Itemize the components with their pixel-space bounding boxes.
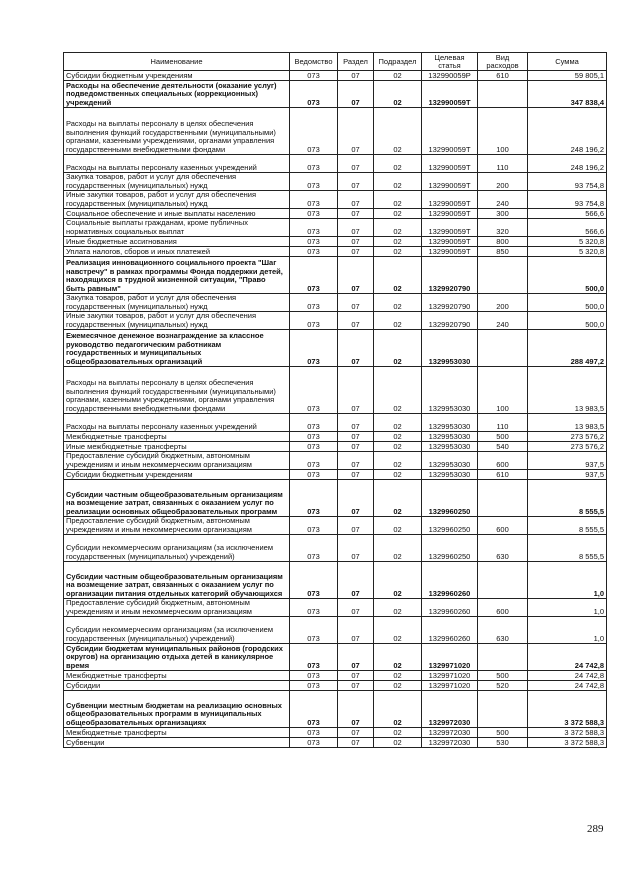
- cell-ved: 073: [290, 644, 338, 671]
- cell-expense-type: 600: [478, 599, 528, 617]
- cell-ved: 073: [290, 562, 338, 599]
- cell-sum: 288 497,2: [528, 330, 607, 367]
- cell-expense-type: 800: [478, 237, 528, 247]
- cell-ved: 073: [290, 247, 338, 257]
- cell-sum: 3 372 588,3: [528, 728, 607, 738]
- page-number: 289: [587, 823, 604, 835]
- cell-razdel: 07: [338, 312, 374, 330]
- cell-target-article: 1329953030: [422, 330, 478, 367]
- cell-podrazdel: 02: [374, 728, 422, 738]
- cell-name: Межбюджетные трансферты: [64, 432, 290, 442]
- cell-expense-type: 610: [478, 470, 528, 480]
- cell-sum: 3 372 588,3: [528, 691, 607, 728]
- cell-name: Субсидии бюджетным учреждениям: [64, 470, 290, 480]
- cell-razdel: 07: [338, 517, 374, 535]
- cell-podrazdel: 02: [374, 294, 422, 312]
- cell-podrazdel: 02: [374, 480, 422, 517]
- cell-sum: 24 742,8: [528, 681, 607, 691]
- cell-podrazdel: 02: [374, 517, 422, 535]
- cell-sum: 13 983,5: [528, 414, 607, 432]
- cell-name: Расходы на выплаты персоналу казенных учреждений: [64, 155, 290, 173]
- cell-razdel: 07: [338, 155, 374, 173]
- cell-expense-type: 200: [478, 173, 528, 191]
- cell-expense-type: 110: [478, 155, 528, 173]
- cell-razdel: 07: [338, 191, 374, 209]
- table-row: [64, 155, 607, 173]
- cell-podrazdel: 02: [374, 562, 422, 599]
- cell-target-article: 1329953030: [422, 367, 478, 414]
- cell-target-article: 1329971020: [422, 681, 478, 691]
- cell-name: Расходы на выплаты персоналу казенных учреждений: [64, 414, 290, 432]
- cell-target-article: 1329953030: [422, 432, 478, 442]
- cell-target-article: 1329953030: [422, 470, 478, 480]
- cell-podrazdel: 02: [374, 414, 422, 432]
- table-row: [64, 219, 607, 237]
- cell-sum: 59 805,1: [528, 71, 607, 81]
- table-row: [64, 617, 607, 644]
- cell-target-article: 1329960250: [422, 535, 478, 562]
- cell-name: Иные межбюджетные трансферты: [64, 442, 290, 452]
- header-podrazdel: Подраздел: [374, 53, 422, 71]
- cell-ved: 073: [290, 728, 338, 738]
- header-target-article: Целевая статья: [422, 53, 478, 71]
- cell-target-article: 132990059Т: [422, 237, 478, 247]
- cell-sum: 566,6: [528, 219, 607, 237]
- cell-target-article: 132990059Т: [422, 81, 478, 108]
- cell-razdel: 07: [338, 681, 374, 691]
- cell-target-article: 1329953030: [422, 442, 478, 452]
- cell-target-article: 132990059Т: [422, 191, 478, 209]
- cell-podrazdel: 02: [374, 247, 422, 257]
- cell-razdel: 07: [338, 330, 374, 367]
- cell-sum: 248 196,2: [528, 108, 607, 155]
- cell-target-article: 1329960250: [422, 480, 478, 517]
- header-ved: Ведомство: [290, 53, 338, 71]
- cell-ved: 073: [290, 617, 338, 644]
- cell-razdel: 07: [338, 738, 374, 748]
- cell-target-article: 1329953030: [422, 452, 478, 470]
- cell-ved: 073: [290, 671, 338, 681]
- cell-target-article: 1329971020: [422, 644, 478, 671]
- cell-sum: 8 555,5: [528, 480, 607, 517]
- cell-target-article: 1329972030: [422, 691, 478, 728]
- cell-podrazdel: 02: [374, 71, 422, 81]
- cell-podrazdel: 02: [374, 599, 422, 617]
- cell-podrazdel: 02: [374, 681, 422, 691]
- cell-ved: 073: [290, 219, 338, 237]
- cell-name: Межбюджетные трансферты: [64, 671, 290, 681]
- cell-podrazdel: 02: [374, 671, 422, 681]
- cell-sum: 13 983,5: [528, 367, 607, 414]
- cell-expense-type: 520: [478, 681, 528, 691]
- cell-sum: 566,6: [528, 209, 607, 219]
- cell-name: Субсидии: [64, 681, 290, 691]
- cell-ved: 073: [290, 330, 338, 367]
- cell-razdel: 07: [338, 691, 374, 728]
- table-row: [64, 738, 607, 748]
- cell-target-article: 132990059Р: [422, 71, 478, 81]
- cell-podrazdel: 02: [374, 691, 422, 728]
- cell-expense-type: 200: [478, 294, 528, 312]
- cell-target-article: 1329953030: [422, 414, 478, 432]
- cell-sum: 8 555,5: [528, 517, 607, 535]
- cell-ved: 073: [290, 442, 338, 452]
- cell-ved: 073: [290, 599, 338, 617]
- cell-name: Предоставление субсидий бюджетным, автономным учреждениям и иным некоммерческим организациям: [64, 517, 290, 535]
- cell-name: Субвенции: [64, 738, 290, 748]
- cell-sum: 93 754,8: [528, 191, 607, 209]
- table-row: [64, 562, 607, 599]
- cell-podrazdel: 02: [374, 219, 422, 237]
- cell-name: Расходы на выплаты персоналу в целях обеспечения выполнения функций государственными (муниципальными) органами, казенными учреждениями, органами управления государственными внебюджетными фондами: [64, 108, 290, 155]
- cell-razdel: 07: [338, 470, 374, 480]
- cell-podrazdel: 02: [374, 535, 422, 562]
- cell-sum: 273 576,2: [528, 442, 607, 452]
- cell-target-article: 132990059Т: [422, 108, 478, 155]
- header-razdel: Раздел: [338, 53, 374, 71]
- cell-razdel: 07: [338, 173, 374, 191]
- table-body: [64, 71, 607, 748]
- cell-name: Расходы на обеспечение деятельности (оказание услуг) подведомственных специальных (коррекционных) учреждений: [64, 81, 290, 108]
- cell-sum: 5 320,8: [528, 247, 607, 257]
- cell-sum: 273 576,2: [528, 432, 607, 442]
- cell-ved: 073: [290, 191, 338, 209]
- cell-podrazdel: 02: [374, 617, 422, 644]
- cell-razdel: 07: [338, 452, 374, 470]
- cell-razdel: 07: [338, 480, 374, 517]
- cell-ved: 073: [290, 81, 338, 108]
- cell-expense-type: 530: [478, 738, 528, 748]
- cell-sum: 248 196,2: [528, 155, 607, 173]
- cell-razdel: 07: [338, 562, 374, 599]
- cell-podrazdel: 02: [374, 738, 422, 748]
- table-row: [64, 247, 607, 257]
- cell-podrazdel: 02: [374, 312, 422, 330]
- cell-target-article: 1329972030: [422, 738, 478, 748]
- cell-podrazdel: 02: [374, 644, 422, 671]
- cell-expense-type: 100: [478, 367, 528, 414]
- cell-sum: 500,0: [528, 312, 607, 330]
- cell-razdel: 07: [338, 442, 374, 452]
- cell-razdel: 07: [338, 599, 374, 617]
- table-row: [64, 312, 607, 330]
- cell-ved: 073: [290, 432, 338, 442]
- table-row: [64, 173, 607, 191]
- cell-expense-type: 500: [478, 671, 528, 681]
- cell-target-article: 132990059Т: [422, 155, 478, 173]
- table-row: [64, 330, 607, 367]
- cell-expense-type: [478, 644, 528, 671]
- cell-name: Социальное обеспечение и иные выплаты населению: [64, 209, 290, 219]
- cell-podrazdel: 02: [374, 452, 422, 470]
- cell-ved: 073: [290, 108, 338, 155]
- table-row: [64, 599, 607, 617]
- cell-razdel: 07: [338, 367, 374, 414]
- cell-podrazdel: 02: [374, 330, 422, 367]
- cell-expense-type: 630: [478, 535, 528, 562]
- cell-target-article: 1329920790: [422, 294, 478, 312]
- cell-target-article: 1329971020: [422, 671, 478, 681]
- cell-expense-type: [478, 480, 528, 517]
- table-row: [64, 209, 607, 219]
- cell-expense-type: 240: [478, 312, 528, 330]
- cell-podrazdel: 02: [374, 470, 422, 480]
- cell-podrazdel: 02: [374, 432, 422, 442]
- header-sum: Сумма: [528, 53, 607, 71]
- cell-razdel: 07: [338, 432, 374, 442]
- cell-razdel: 07: [338, 535, 374, 562]
- cell-name: Предоставление субсидий бюджетным, автономным учреждениям и иным некоммерческим организациям: [64, 452, 290, 470]
- table-row: [64, 480, 607, 517]
- cell-ved: 073: [290, 257, 338, 294]
- cell-podrazdel: 02: [374, 173, 422, 191]
- table-row: [64, 535, 607, 562]
- cell-expense-type: 300: [478, 209, 528, 219]
- cell-podrazdel: 02: [374, 209, 422, 219]
- cell-target-article: 1329960260: [422, 562, 478, 599]
- cell-name: Уплата налогов, сборов и иных платежей: [64, 247, 290, 257]
- cell-ved: 073: [290, 294, 338, 312]
- cell-podrazdel: 02: [374, 108, 422, 155]
- cell-target-article: 1329920790: [422, 312, 478, 330]
- cell-razdel: 07: [338, 728, 374, 738]
- header-name: Наименование: [64, 53, 290, 71]
- cell-name: Субсидии некоммерческим организациям (за исключением государственных (муниципальных) учреждений): [64, 535, 290, 562]
- cell-name: Закупка товаров, работ и услуг для обеспечения государственных (муниципальных) нужд: [64, 173, 290, 191]
- cell-expense-type: [478, 691, 528, 728]
- cell-expense-type: 110: [478, 414, 528, 432]
- cell-expense-type: 610: [478, 71, 528, 81]
- cell-expense-type: 600: [478, 517, 528, 535]
- table-row: [64, 71, 607, 81]
- cell-ved: 073: [290, 535, 338, 562]
- cell-name: Предоставление субсидий бюджетным, автономным учреждениям и иным некоммерческим организациям: [64, 599, 290, 617]
- cell-target-article: 132990059Т: [422, 219, 478, 237]
- table-row: [64, 294, 607, 312]
- cell-razdel: 07: [338, 294, 374, 312]
- cell-razdel: 07: [338, 257, 374, 294]
- cell-razdel: 07: [338, 108, 374, 155]
- cell-name: Субсидии бюджетным учреждениям: [64, 71, 290, 81]
- cell-expense-type: 500: [478, 432, 528, 442]
- table-row: [64, 367, 607, 414]
- cell-name: Субвенции местным бюджетам на реализацию основных общеобразовательных программ в муниципальных общеобразовательных организациях: [64, 691, 290, 728]
- cell-sum: 8 555,5: [528, 535, 607, 562]
- cell-expense-type: [478, 562, 528, 599]
- cell-name: Иные бюджетные ассигнования: [64, 237, 290, 247]
- cell-razdel: 07: [338, 617, 374, 644]
- table-row: [64, 432, 607, 442]
- cell-ved: 073: [290, 312, 338, 330]
- cell-razdel: 07: [338, 671, 374, 681]
- cell-target-article: 1329972030: [422, 728, 478, 738]
- cell-name: Иные закупки товаров, работ и услуг для обеспечения государственных (муниципальных) нужд: [64, 312, 290, 330]
- table-row: [64, 691, 607, 728]
- cell-expense-type: 540: [478, 442, 528, 452]
- cell-name: Закупка товаров, работ и услуг для обеспечения государственных (муниципальных) нужд: [64, 294, 290, 312]
- table-row: [64, 452, 607, 470]
- cell-expense-type: [478, 81, 528, 108]
- cell-podrazdel: 02: [374, 257, 422, 294]
- cell-expense-type: 630: [478, 617, 528, 644]
- cell-expense-type: [478, 257, 528, 294]
- cell-ved: 073: [290, 209, 338, 219]
- cell-sum: 5 320,8: [528, 237, 607, 247]
- cell-expense-type: 600: [478, 452, 528, 470]
- table-row: [64, 108, 607, 155]
- cell-podrazdel: 02: [374, 155, 422, 173]
- cell-name: Субсидии частным общеобразовательным организациям на возмещение затрат, связанных с оказанием услуг по реализации основных общеобразовательных программ: [64, 480, 290, 517]
- cell-ved: 073: [290, 738, 338, 748]
- cell-razdel: 07: [338, 219, 374, 237]
- cell-razdel: 07: [338, 247, 374, 257]
- cell-ved: 073: [290, 691, 338, 728]
- cell-ved: 073: [290, 681, 338, 691]
- table-row: [64, 470, 607, 480]
- cell-ved: 073: [290, 452, 338, 470]
- budget-table: [63, 52, 607, 748]
- cell-name: Иные закупки товаров, работ и услуг для обеспечения государственных (муниципальных) нужд: [64, 191, 290, 209]
- table-header-row: [64, 53, 607, 71]
- table-row: [64, 517, 607, 535]
- header-expense-type: Вид расходов: [478, 53, 528, 71]
- budget-table-sheet: [63, 52, 606, 748]
- cell-expense-type: [478, 330, 528, 367]
- cell-name: Субсидии некоммерческим организациям (за исключением государственных (муниципальных) учреждений): [64, 617, 290, 644]
- cell-name: Социальные выплаты гражданам, кроме публичных нормативных социальных выплат: [64, 219, 290, 237]
- cell-target-article: 1329920790: [422, 257, 478, 294]
- cell-razdel: 07: [338, 644, 374, 671]
- table-row: [64, 191, 607, 209]
- cell-name: Субсидии бюджетам муниципальных районов (городских округов) на организацию отдыха детей в каникулярное время: [64, 644, 290, 671]
- cell-target-article: 132990059Т: [422, 173, 478, 191]
- cell-sum: 24 742,8: [528, 671, 607, 681]
- cell-sum: 1,0: [528, 599, 607, 617]
- cell-expense-type: 500: [478, 728, 528, 738]
- cell-ved: 073: [290, 237, 338, 247]
- cell-razdel: 07: [338, 81, 374, 108]
- cell-target-article: 132990059Т: [422, 209, 478, 219]
- cell-razdel: 07: [338, 209, 374, 219]
- cell-target-article: 132990059Т: [422, 247, 478, 257]
- cell-ved: 073: [290, 71, 338, 81]
- cell-sum: 1,0: [528, 562, 607, 599]
- cell-sum: 1,0: [528, 617, 607, 644]
- cell-ved: 073: [290, 414, 338, 432]
- cell-podrazdel: 02: [374, 442, 422, 452]
- cell-sum: 24 742,8: [528, 644, 607, 671]
- cell-target-article: 1329960250: [422, 517, 478, 535]
- table-row: [64, 442, 607, 452]
- cell-expense-type: 850: [478, 247, 528, 257]
- cell-sum: 500,0: [528, 294, 607, 312]
- cell-podrazdel: 02: [374, 81, 422, 108]
- cell-ved: 073: [290, 173, 338, 191]
- table-row: [64, 257, 607, 294]
- table-row: [64, 728, 607, 738]
- cell-ved: 073: [290, 517, 338, 535]
- table-row: [64, 81, 607, 108]
- cell-ved: 073: [290, 470, 338, 480]
- table-row: [64, 237, 607, 247]
- cell-razdel: 07: [338, 237, 374, 247]
- cell-podrazdel: 02: [374, 367, 422, 414]
- cell-target-article: 1329960260: [422, 617, 478, 644]
- cell-name: Межбюджетные трансферты: [64, 728, 290, 738]
- cell-ved: 073: [290, 480, 338, 517]
- cell-razdel: 07: [338, 414, 374, 432]
- table-row: [64, 671, 607, 681]
- cell-expense-type: 100: [478, 108, 528, 155]
- cell-ved: 073: [290, 367, 338, 414]
- cell-razdel: 07: [338, 71, 374, 81]
- cell-target-article: 1329960260: [422, 599, 478, 617]
- cell-expense-type: 240: [478, 191, 528, 209]
- cell-name: Расходы на выплаты персоналу в целях обеспечения выполнения функций государственными (муниципальными) органами, казенными учреждениями, органами управления государственными внебюджетными фондами: [64, 367, 290, 414]
- table-row: [64, 644, 607, 671]
- table-row: [64, 681, 607, 691]
- table-row: [64, 414, 607, 432]
- cell-sum: 937,5: [528, 452, 607, 470]
- cell-expense-type: 320: [478, 219, 528, 237]
- cell-ved: 073: [290, 155, 338, 173]
- cell-name: Ежемесячное денежное вознаграждение за классное руководство педагогическим работникам государственных и муниципальных общеобразовательных организаций: [64, 330, 290, 367]
- cell-podrazdel: 02: [374, 191, 422, 209]
- cell-sum: 937,5: [528, 470, 607, 480]
- cell-name: Субсидии частным общеобразовательным организациям на возмещение затрат, связанных с оказанием услуг по организации питания отдельных категорий обучающихся: [64, 562, 290, 599]
- cell-sum: 3 372 588,3: [528, 738, 607, 748]
- cell-podrazdel: 02: [374, 237, 422, 247]
- cell-name: Реализация инновационного социального проекта "Шаг навстречу" в рамках программы Фонда поддержки детей, находящихся в трудной жизненной ситуации, "Право быть равным": [64, 257, 290, 294]
- cell-sum: 93 754,8: [528, 173, 607, 191]
- cell-sum: 500,0: [528, 257, 607, 294]
- cell-sum: 347 838,4: [528, 81, 607, 108]
